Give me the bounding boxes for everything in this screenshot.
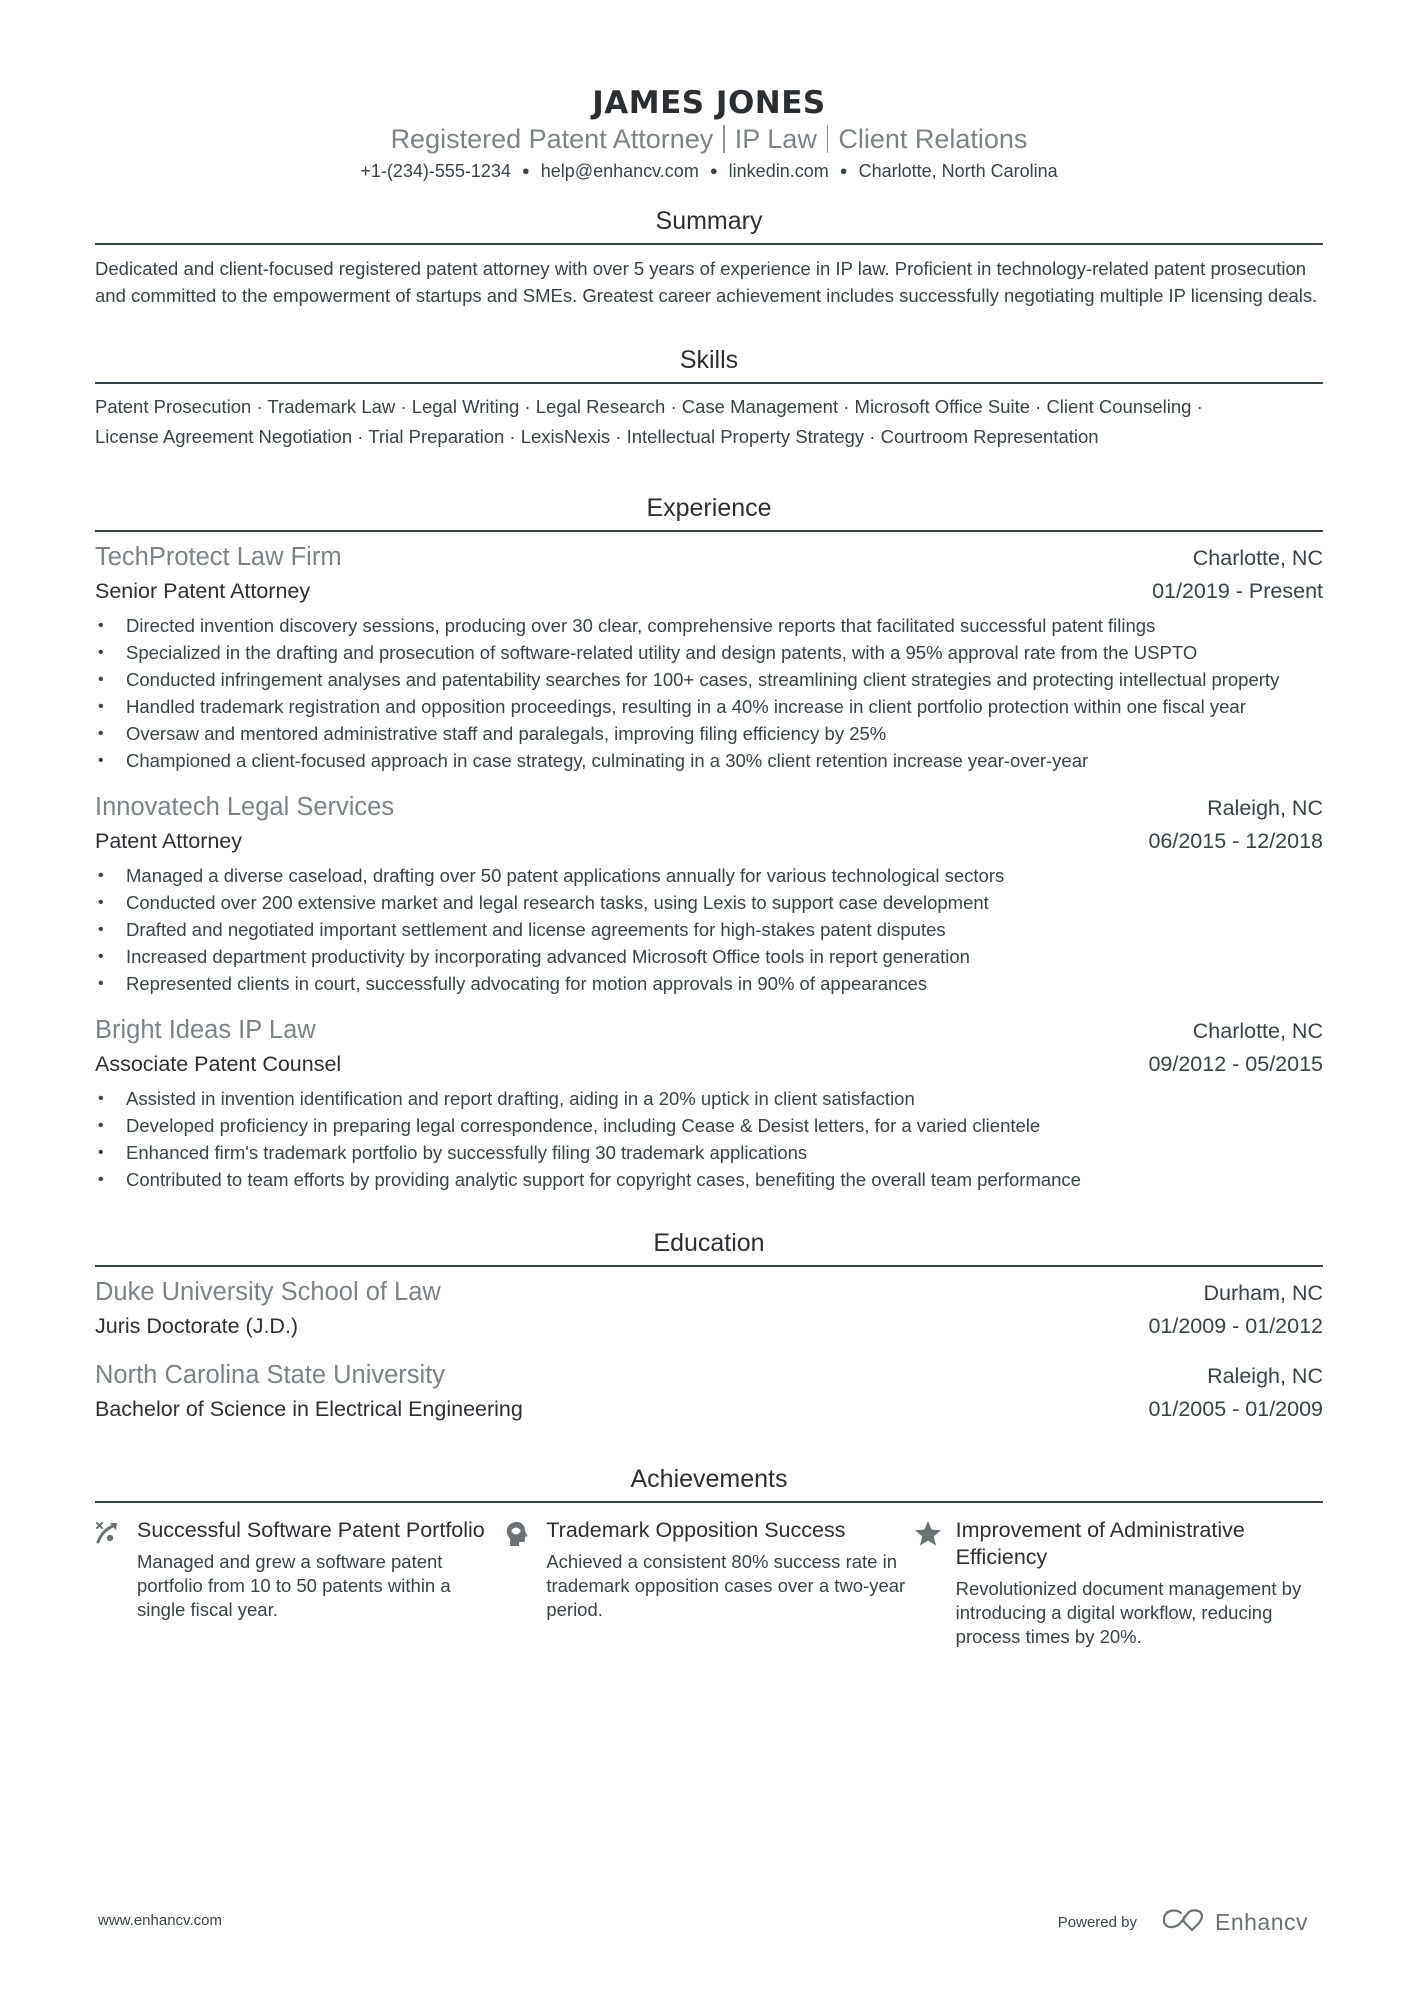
section-heading: Education: [653, 1229, 765, 1257]
education-section: [95, 1227, 1323, 1425]
powered-by[interactable]: [1058, 1908, 1308, 1937]
divider: [723, 125, 725, 153]
bullet-item: • Enhanced firm's trademark portfolio by successfully filing 30 trademark applications: [95, 1139, 1323, 1166]
company-name: Innovatech Legal Services: [95, 793, 395, 821]
bullet-item: • Drafted and negotiated important settlement and license agreements for high-stakes patent disputes: [95, 916, 1323, 943]
job-title: Senior Patent Attorney: [95, 579, 311, 603]
achievement-item: [914, 1517, 1323, 1649]
job-bullets: [95, 862, 1323, 997]
section-divider: [95, 1265, 1323, 1267]
achievements-list: [95, 1517, 1323, 1649]
contact-info: [95, 158, 1323, 184]
bullet-separator: ●: [709, 163, 718, 178]
education-dates: 01/2009 - 01/2012: [1148, 1314, 1323, 1338]
skills-section: [95, 344, 1323, 452]
star-icon: [914, 1517, 956, 1649]
section-divider: [95, 243, 1323, 245]
skills-line: License Agreement Negotiation · Trial Preparation · LexisNexis · Intellectual Property Strategy · Courtroom Representation: [95, 426, 1099, 447]
bullet-item: • Developed proficiency in preparing legal correspondence, including Cease & Desist letters, for a varied clientele: [95, 1112, 1323, 1139]
education-entry: [95, 1275, 1323, 1342]
experience-section: [95, 492, 1323, 1193]
bullet-item: • Conducted infringement analyses and patentability searches for 100+ cases, streamlining client strategies and protecting intellectual property: [95, 666, 1323, 693]
school-name: Duke University School of Law: [95, 1278, 441, 1306]
bullet-item: • Contributed to team efforts by providing analytic support for copyright cases, benefiting the overall team performance: [95, 1166, 1323, 1193]
bullet-item: • Increased department productivity by incorporating advanced Microsoft Office tools in report generation: [95, 943, 1323, 970]
bullet-item: • Represented clients in court, successfully advocating for motion approvals in 90% of appearances: [95, 970, 1323, 997]
enhancv-logo-icon: [1161, 1908, 1207, 1937]
achievement-title: Successful Software Patent Portfolio: [137, 1518, 485, 1542]
job-dates: 01/2019 - Present: [1152, 579, 1323, 603]
bullet-item: • Conducted over 200 extensive market and legal research tasks, using Lexis to support case development: [95, 889, 1323, 916]
skills-list: [95, 392, 1323, 452]
linkedin-link[interactable]: linkedin.com: [728, 161, 829, 181]
bullet-item: • Assisted in invention identification and report drafting, aiding in a 20% uptick in client satisfaction: [95, 1085, 1323, 1112]
job-bullets: [95, 1085, 1323, 1193]
degree: Bachelor of Science in Electrical Engineering: [95, 1397, 523, 1421]
title-part: Client Relations: [838, 124, 1028, 154]
summary-section: [95, 205, 1323, 309]
bullet-item: • Championed a client-focused approach in case strategy, culminating in a 30% client retention increase year-over-year: [95, 747, 1323, 774]
school-location: Durham, NC: [1203, 1281, 1323, 1305]
summary-text: Dedicated and client-focused registered patent attorney with over 5 years of experience in IP law. Proficient in technology-related patent prosecution and committed to the empowerment of startups and SMEs. Greatest career achievement includes successfully negotiating multiple IP licensing deals.: [95, 258, 1318, 306]
section-divider: [95, 382, 1323, 384]
education-entry: [95, 1358, 1323, 1425]
section-heading: Achievements: [630, 1465, 788, 1493]
job-dates: 06/2015 - 12/2018: [1148, 829, 1323, 853]
company-name: Bright Ideas IP Law: [95, 1016, 316, 1044]
bullet-item: • Oversaw and mentored administrative staff and paralegals, improving filing efficiency by 25%: [95, 720, 1323, 747]
job-dates: 09/2012 - 05/2015: [1148, 1052, 1323, 1076]
skills-line: Patent Prosecution · Trademark Law · Legal Writing · Legal Research · Case Management · Microsoft Office Suite · Client Counseling ·: [95, 396, 1203, 417]
divider: [827, 125, 829, 153]
degree: Juris Doctorate (J.D.): [95, 1314, 299, 1338]
enhancv-brand: Enhancv: [1214, 1909, 1308, 1935]
achievement-item: [504, 1517, 913, 1649]
education-dates: 01/2005 - 01/2009: [1148, 1397, 1323, 1421]
experience-entry: [95, 1013, 1323, 1193]
company-name: TechProtect Law Firm: [95, 543, 342, 571]
section-heading: Experience: [646, 494, 772, 522]
achievement-desc: Revolutionized document management by introducing a digital workflow, reducing process times by 20%.: [955, 1578, 1302, 1647]
job-location: Charlotte, NC: [1192, 1019, 1323, 1043]
candidate-title: [95, 122, 1323, 156]
experience-entry: [95, 540, 1323, 774]
job-title: Associate Patent Counsel: [95, 1052, 342, 1076]
bullet-item: • Handled trademark registration and opposition proceedings, resulting in a 40% increase in client portfolio protection within one fiscal year: [95, 693, 1323, 720]
achievement-item: [95, 1517, 504, 1649]
title-part: Registered Patent Attorney: [390, 124, 714, 154]
achievement-desc: Achieved a consistent 80% success rate in trademark opposition cases over a two-year period.: [546, 1551, 906, 1620]
achievement-title: Improvement of Administrative Efficiency: [955, 1518, 1245, 1569]
candidate-name: JAMES JONES: [592, 85, 826, 121]
powered-by-label: Powered by: [1057, 1914, 1137, 1931]
bullet-separator: ●: [839, 163, 848, 178]
school-location: Raleigh, NC: [1207, 1364, 1323, 1388]
achievement-title: Trademark Opposition Success: [546, 1518, 846, 1542]
job-bullets: [95, 612, 1323, 774]
title-part: IP Law: [734, 124, 817, 154]
achievement-desc: Managed and grew a software patent portfolio from 10 to 50 patents within a single fiscal year.: [137, 1551, 451, 1620]
school-name: North Carolina State University: [95, 1361, 446, 1389]
achievements-section: [95, 1463, 1323, 1649]
job-location: Charlotte, NC: [1192, 546, 1323, 570]
section-divider: [95, 530, 1323, 532]
job-title: Patent Attorney: [95, 829, 243, 853]
resume-page: [95, 0, 1323, 1649]
phone: +1-(234)-555-1234: [360, 161, 511, 181]
job-location: Raleigh, NC: [1207, 796, 1323, 820]
bullet-item: • Specialized in the drafting and prosecution of software-related utility and design patents, with a 95% approval rate from the USPTO: [95, 639, 1323, 666]
resume-header: [95, 0, 1323, 184]
head-brain-icon: [504, 1517, 546, 1649]
bullet-separator: ●: [521, 163, 530, 178]
website-link[interactable]: www.enhancv.com: [98, 1912, 222, 1929]
experience-entry: [95, 790, 1323, 997]
section-divider: [95, 1501, 1323, 1503]
page-footer: [98, 1908, 1308, 1938]
section-heading: Skills: [679, 346, 739, 374]
bullet-item: • Directed invention discovery sessions, producing over 30 clear, comprehensive reports that facilitated successful patent filings: [95, 612, 1323, 639]
bullet-item: • Managed a diverse caseload, drafting over 50 patent applications annually for various technological sectors: [95, 862, 1323, 889]
strategy-icon: [95, 1517, 137, 1649]
section-heading: Summary: [655, 207, 763, 235]
location: Charlotte, North Carolina: [858, 161, 1058, 181]
email-link[interactable]: help@enhancv.com: [540, 161, 699, 181]
